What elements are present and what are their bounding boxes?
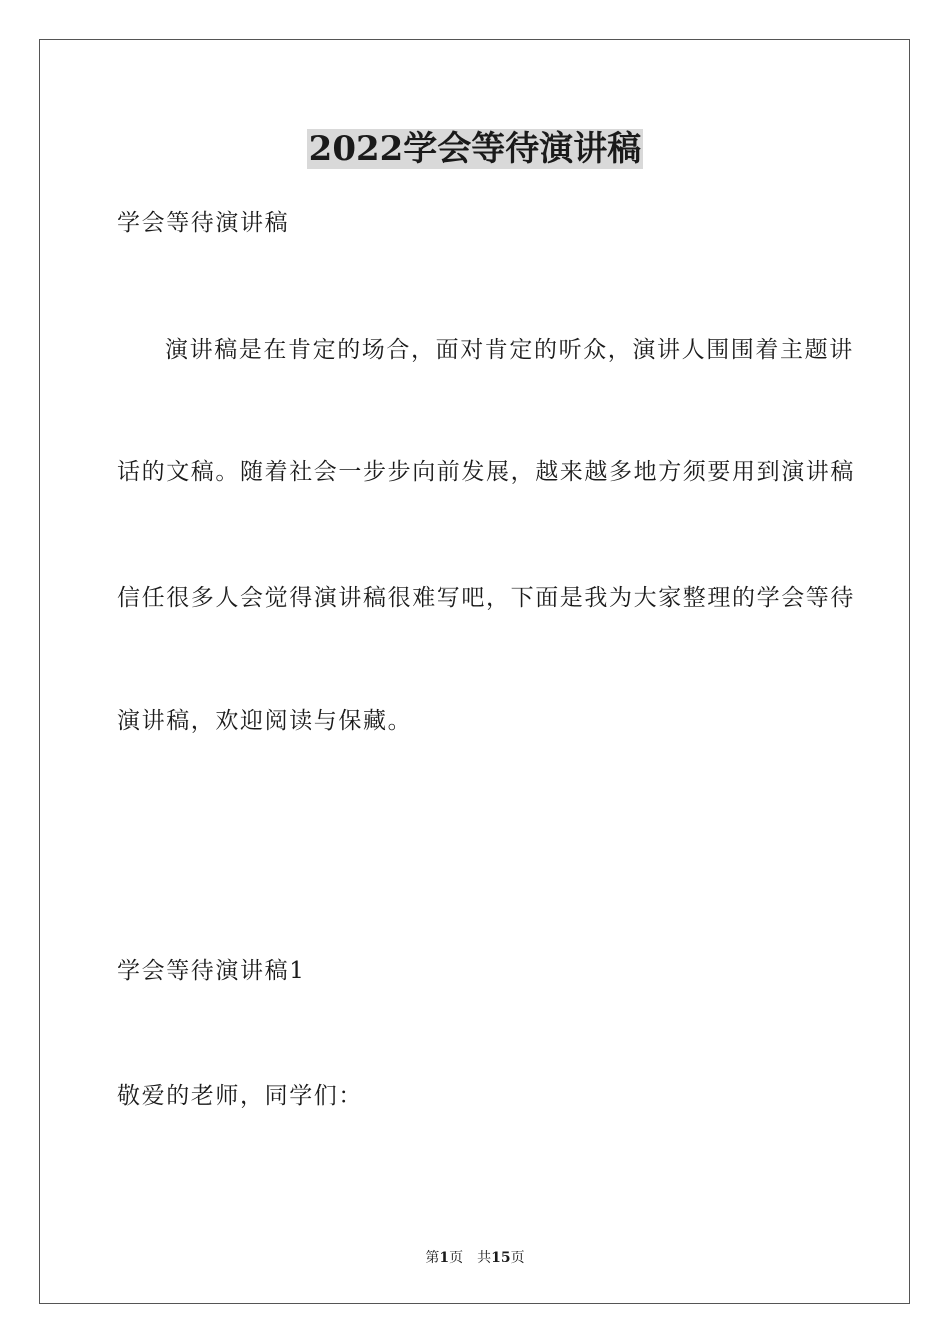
section-heading: 学会等待演讲稿1 <box>117 958 306 984</box>
footer-page-suffix: 页 <box>449 1250 464 1266</box>
document-subtitle: 学会等待演讲稿 <box>117 210 290 236</box>
footer-total-suffix: 页 <box>510 1250 525 1266</box>
document-title-text: 2022学会等待演讲稿 <box>308 129 642 169</box>
intro-line-1: 演讲稿是在肯定的场合，面对肯定的听众，演讲人围围着主题讲 <box>165 337 854 363</box>
salutation: 敬爱的老师，同学们： <box>117 1083 363 1109</box>
document-title <box>0 126 950 172</box>
footer-page-total: 15 <box>491 1250 511 1266</box>
footer-total-prefix: 共 <box>477 1250 492 1266</box>
page-footer <box>0 1248 950 1268</box>
intro-line-4: 演讲稿，欢迎阅读与保藏。 <box>117 708 413 734</box>
intro-line-2: 话的文稿。随着社会一步步向前发展，越来越多地方须要用到演讲稿 <box>117 459 855 485</box>
footer-page-current: 1 <box>439 1250 450 1266</box>
footer-page-prefix: 第 <box>425 1250 440 1266</box>
intro-line-3: 信任很多人会觉得演讲稿很难写吧，下面是我为大家整理的学会等待 <box>117 585 855 611</box>
